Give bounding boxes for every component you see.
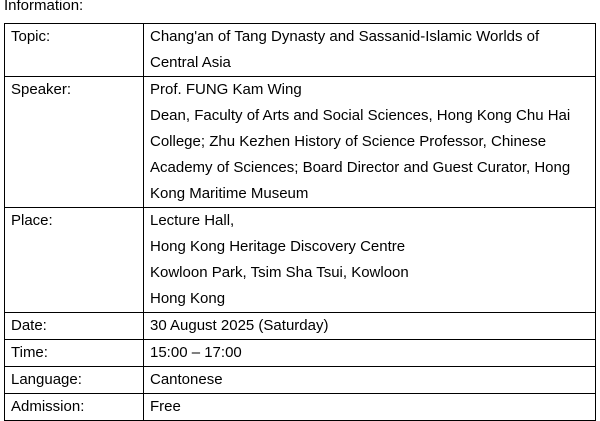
table-row-date [5, 313, 596, 340]
row-value-date [144, 313, 596, 340]
row-label-topic: Topic: [5, 24, 144, 77]
row-label-time: Time: [5, 340, 144, 367]
row-value-admission [144, 394, 596, 421]
value-line: Kong Maritime Museum [150, 185, 309, 202]
value-line: Cantonese [150, 371, 223, 388]
row-value-speaker [144, 77, 596, 208]
value-line: Dean, Faculty of Arts and Social Sciences, Hong Kong Chu Hai [150, 107, 571, 124]
value-line: Kowloon Park, Tsim Sha Tsui, Kowloon [150, 264, 409, 281]
section-title: Information: [4, 0, 84, 14]
value-line: Prof. FUNG Kam Wing [150, 81, 302, 98]
value-line: Hong Kong Heritage Discovery Centre [150, 238, 406, 255]
table-row-place [5, 208, 596, 313]
value-line: Hong Kong [150, 290, 226, 307]
value-line: Academy of Sciences; Board Director and Guest Curator, Hong [150, 159, 571, 176]
table-row-language [5, 367, 596, 394]
row-label-speaker: Speaker: [5, 77, 144, 208]
table-row-topic [5, 24, 596, 77]
row-value-language [144, 367, 596, 394]
value-line: 30 August 2025 (Saturday) [150, 317, 329, 334]
row-label-place: Place: [5, 208, 144, 313]
value-line: Chang'an of Tang Dynasty and Sassanid-Islamic Worlds of [150, 28, 540, 45]
row-value-place [144, 208, 596, 313]
value-line: 15:00 – 17:00 [150, 344, 242, 361]
value-line: Central Asia [150, 54, 231, 71]
row-value-time [144, 340, 596, 367]
row-label-admission: Admission: [5, 394, 144, 421]
information-table [4, 23, 596, 421]
value-line: College; Zhu Kezhen History of Science Professor, Chinese [150, 133, 547, 150]
table-row-admission [5, 394, 596, 421]
row-label-date: Date: [5, 313, 144, 340]
value-line: Free [150, 398, 181, 415]
row-value-topic [144, 24, 596, 77]
table-row-time [5, 340, 596, 367]
table-row-speaker [5, 77, 596, 208]
value-line: Lecture Hall, [150, 212, 235, 229]
row-label-language: Language: [5, 367, 144, 394]
